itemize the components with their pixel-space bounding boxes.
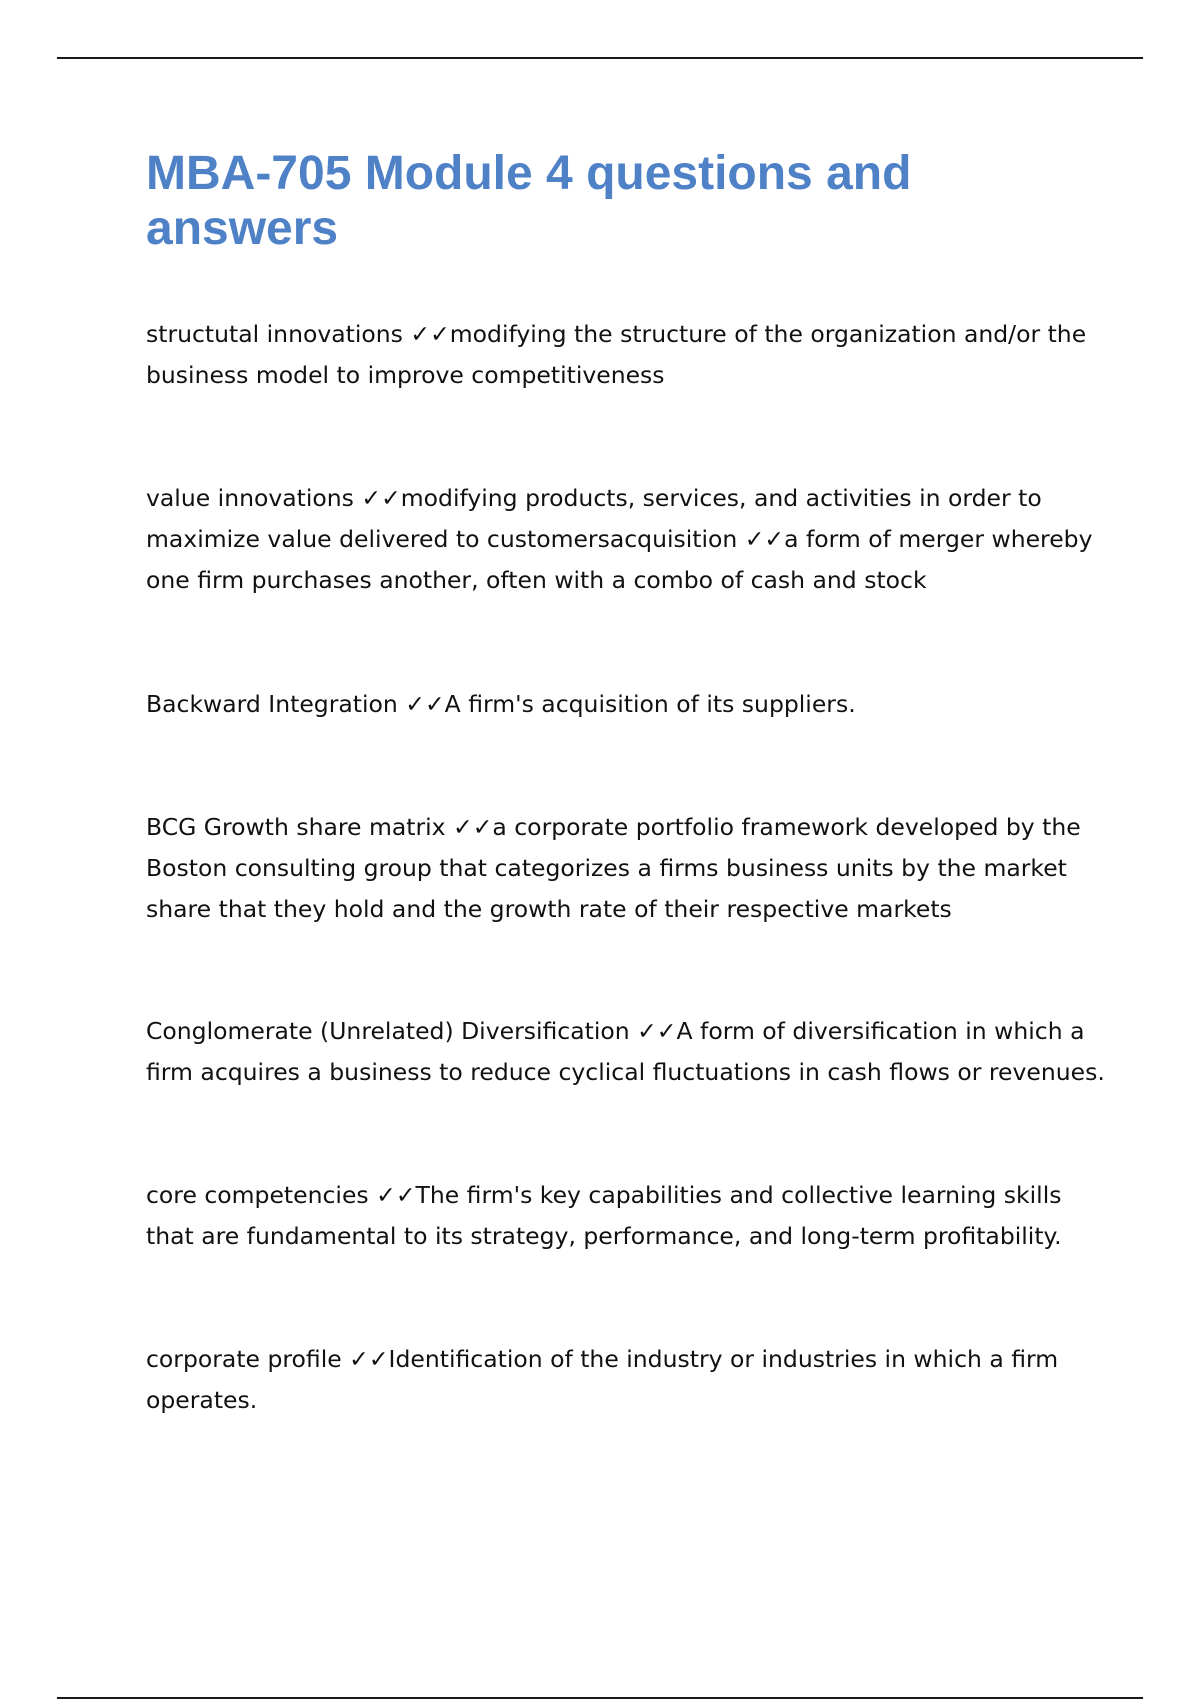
entry-conglomerate-diversification: Conglomerate (Unrelated) Diversification ✓✓A form of diversification in which a firm acquires a business to reduce cyclical fluctuations in cash flows or revenues. (146, 1017, 1105, 1086)
document-title: MBA-705 Module 4 questions and answers (146, 147, 912, 255)
entry-bcg-growth-share-matrix: BCG Growth share matrix ✓✓a corporate portfolio framework developed by the Boston consulting group that categorizes a firms business units by the market share that they hold and the growth rate of their respective markets (146, 813, 1081, 923)
entry-core-competencies: core competencies ✓✓The firm's key capabilities and collective learning skills that are fundamental to its strategy, performance, and long-term profitability. (146, 1181, 1062, 1250)
entry-corporate-profile: corporate profile ✓✓Identification of the industry or industries in which a firm operates. (146, 1345, 1059, 1414)
entry-value-innovations: value innovations ✓✓modifying products, services, and activities in order to maximize value delivered to customersacquisition ✓✓a form of merger whereby one firm purchases another, often with a combo of cash and stock (146, 484, 1093, 594)
bottom-rule (57, 1697, 1143, 1699)
entry-structural-innovations: structutal innovations ✓✓modifying the structure of the organization and/or the business model to improve competitiveness (146, 320, 1087, 389)
top-rule (57, 57, 1143, 59)
entry-backward-integration: Backward Integration ✓✓A firm's acquisition of its suppliers. (146, 690, 856, 718)
